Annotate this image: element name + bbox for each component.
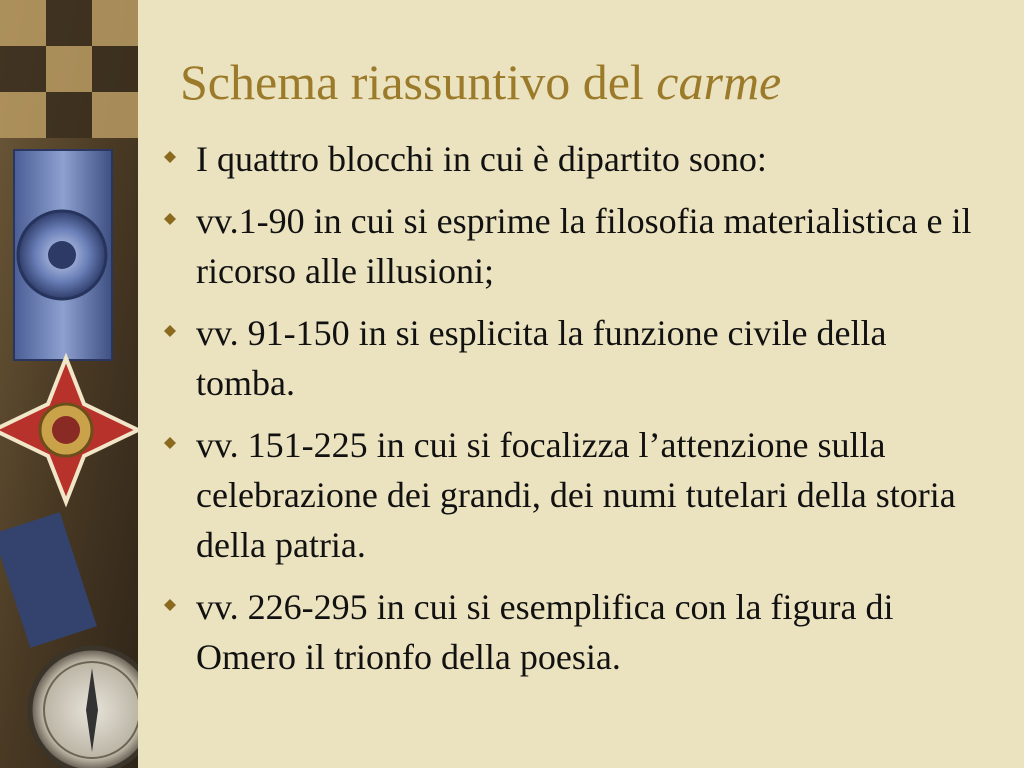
- bullet-text: vv. 226-295 in cui si esemplifica con la figura di Omero il trionfo della poesia.: [196, 587, 894, 677]
- diamond-bullet-icon: [164, 599, 176, 611]
- bullet-list: [162, 134, 992, 694]
- bullet-text: vv.1-90 in cui si esprime la filosofia materialistica e il ricorso alle illusioni;: [196, 201, 972, 291]
- diamond-bullet-icon: [164, 325, 176, 337]
- decorative-medal-image: [0, 0, 138, 768]
- bullet-item: [162, 134, 992, 184]
- title-text: Schema riassuntivo del: [180, 54, 657, 110]
- bullet-text: I quattro blocchi in cui è dipartito sono:: [196, 139, 767, 179]
- diamond-bullet-icon: [164, 151, 176, 163]
- bullet-text: vv. 91-150 in si esplicita la funzione civile della tomba.: [196, 313, 887, 403]
- bullet-item: [162, 308, 992, 408]
- title-italic-text: carme: [656, 54, 782, 110]
- bullet-item: [162, 582, 992, 682]
- bullet-item: [162, 196, 992, 296]
- diamond-bullet-icon: [164, 437, 176, 449]
- bullet-item: [162, 420, 992, 570]
- bullet-text: vv. 151-225 in cui si focalizza l’attenzione sulla celebrazione dei grandi, dei numi tutelari della storia della patria.: [196, 425, 956, 565]
- diamond-bullet-icon: [164, 213, 176, 225]
- slide-title: [180, 52, 1000, 112]
